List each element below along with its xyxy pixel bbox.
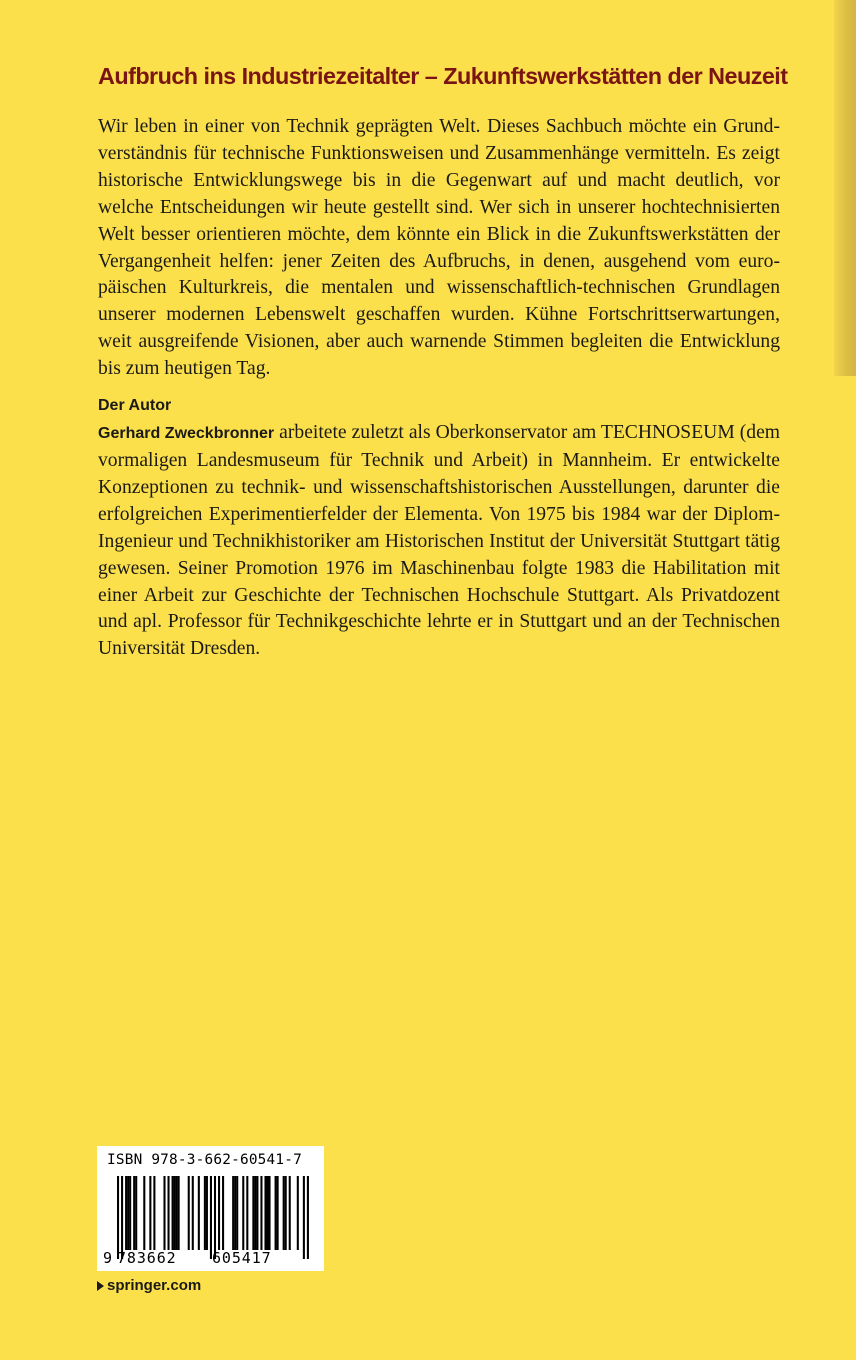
barcode-bar [234, 1176, 236, 1250]
barcode-bar [232, 1176, 234, 1250]
barcode-bar [206, 1176, 208, 1250]
barcode-bar [246, 1176, 248, 1250]
barcode-bar [285, 1176, 287, 1250]
barcode-bar [283, 1176, 285, 1250]
barcode-bar [198, 1176, 200, 1250]
barcode-bar [266, 1176, 268, 1250]
author-bio-text: arbeitete zuletzt als Oberkonservator am TECHNOSEUM (dem vormaligen Landesmuseum für Technik und Arbeit) in Mannheim. Er entwickelte Konzeptionen zu technik- und wissenschaftshistorischen Ausstellungen, darunter die erfolgreichen Experimentierfelder der Elementa. Von 1975 bis 1984 war der Diplom-Ingenieur und Technikhistoriker am Historischen Institut der Universität Stuttgart tätig gewesen. Seiner Promotion 1976 im Maschinenbau folgte 1983 die Habilitation mit einer Arbeit zur Geschichte der Technischen Hochschule Stuttgart. Als Privatdozent und apl. Professor für Technikgeschichte lehrte er in Stuttgart und an der Technischen Universität Dresden. [98, 422, 781, 660]
barcode-bar [129, 1176, 131, 1250]
barcode-digit-group-2: 605417 [212, 1249, 272, 1267]
back-cover-content [98, 60, 788, 663]
barcode-digit-group-1: 783662 [117, 1249, 177, 1267]
barcode-bar [222, 1176, 224, 1250]
barcode-bar [252, 1176, 254, 1250]
barcode-digit-lead: 9 [103, 1249, 113, 1267]
barcode-bar [117, 1176, 119, 1259]
barcode-bar [214, 1176, 216, 1259]
barcode-bar [242, 1176, 244, 1250]
barcode-bar [275, 1176, 277, 1250]
author-bio [98, 420, 780, 663]
barcode-bar [264, 1176, 266, 1250]
barcode-bar [210, 1176, 212, 1259]
barcode-bar [163, 1176, 165, 1250]
barcode-bar [133, 1176, 135, 1250]
barcode-bar [168, 1176, 170, 1250]
publisher-link[interactable] [97, 1276, 201, 1296]
barcode-bar [297, 1176, 299, 1250]
barcode-bar [260, 1176, 262, 1250]
isbn-label: ISBN 978-3-662-60541-7 [107, 1152, 303, 1168]
barcode-bar [218, 1176, 220, 1250]
barcode-bar [236, 1176, 238, 1250]
barcode-bar [135, 1176, 137, 1250]
blurb-paragraph: Wir leben in einer von Technik geprägten Welt. Dieses Sachbuch möchte ein Grundverständnis für technische Funktionsweisen und Zusammenhänge vermitteln. Es zeigt historische Entwicklungswege bis in die Gegenwart auf und macht deutlich, vor welche Entscheidungen wir heute gestellt sind. Wer sich in unserer hochtechnisierten Welt besser orientieren möchte, dem könnte ein Blick in die Zukunftswerkstätten der Vergangenheit helfen: jener Zeiten des Aufbruchs, in denen, ausgehend vom europäischen Kulturkreis, die mentalen und wissenschaftlich-technischen Grundlagen unserer modernen Lebenswelt geschaffen wurden. Kühne Fortschrittserwartungen, weit ausgreifende Visionen, aber auch warnende Stimmen begleiten die Entwicklung bis zum heutigen Tag. [98, 116, 780, 380]
barcode-bar [172, 1176, 174, 1250]
triangle-arrow-icon [97, 1281, 104, 1291]
publisher-url[interactable]: springer.com [107, 1277, 202, 1294]
barcode-bar [176, 1176, 178, 1250]
isbn-barcode [97, 1146, 324, 1271]
barcode-bar [143, 1176, 145, 1250]
barcode-bar [307, 1176, 309, 1259]
barcode-bar [277, 1176, 279, 1250]
spine-shadow [834, 0, 856, 376]
barcode-bar [254, 1176, 256, 1250]
barcode-bar [121, 1176, 123, 1259]
barcode-bar [256, 1176, 258, 1250]
barcode-bar [149, 1176, 151, 1250]
barcode-bar [192, 1176, 194, 1250]
author-name: Gerhard Zweckbronner [98, 425, 275, 443]
barcode-bar [174, 1176, 176, 1250]
barcode-bar [153, 1176, 155, 1250]
barcode-bar [188, 1176, 190, 1250]
author-heading: Der Autor [98, 397, 172, 415]
barcode-bar [269, 1176, 271, 1250]
barcode-bar [289, 1176, 291, 1250]
barcode-bar [303, 1176, 305, 1259]
barcode-bar [125, 1176, 127, 1250]
barcode-bar [204, 1176, 206, 1250]
barcode-bar [178, 1176, 180, 1250]
barcode-bar [127, 1176, 129, 1250]
book-title: Aufbruch ins Industriezeitalter – Zukunftswerkstätten der Neuzeit [98, 63, 788, 89]
